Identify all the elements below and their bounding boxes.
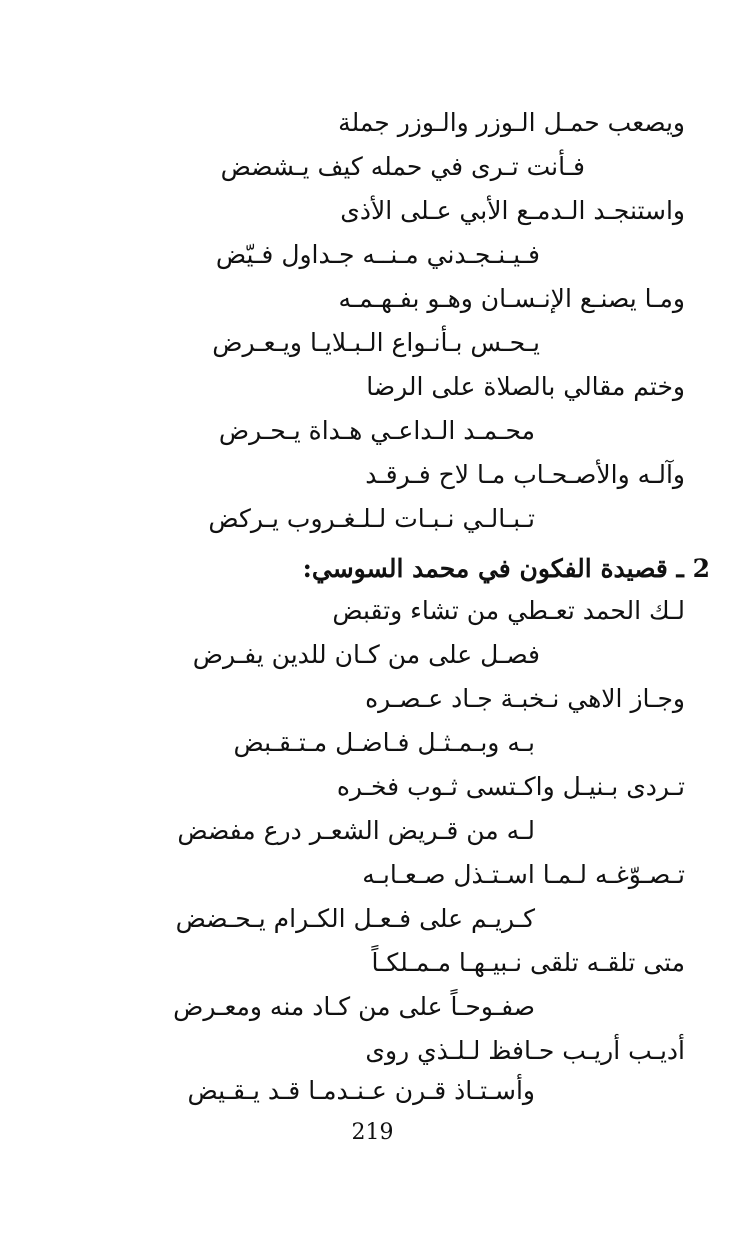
poem-line: صفـوحـاً على من كـاد منه ومعـرض — [173, 992, 535, 1021]
poem-line: أديـب أريـب حـافظ لـلـذي روى — [365, 1036, 685, 1065]
poem-line: وختم مقالي بالصلاة على الرضا — [366, 372, 685, 401]
poem-line: فصـل على من كـان للدين يفـرض — [192, 640, 540, 669]
poem-line: محـمـد الـداعـي هـداة يـحـرض — [218, 416, 535, 445]
poem-line: لـه من قـريض الشعـر درع مفضض — [177, 816, 535, 845]
poem-line: تـبـالـي نـبـات لـلـغـروب يـركض — [208, 504, 535, 533]
poem-line: وآلـه والأصـحـاب مـا لاح فـرقـد — [365, 460, 685, 489]
poem-line: وجـاز الاهي نـخبـة جـاد عـصـره — [365, 684, 685, 713]
poem-line: ومـا يصنـع الإنـسـان وهـو بفـهـمـه — [338, 284, 685, 313]
poem-line: واستنجـد الـدمـع الأبي عـلى الأذى — [340, 196, 685, 225]
poem-line: كـريـم على فـعـل الكـرام يـحـضض — [175, 904, 535, 933]
section-title: ـ قصيدة الفكون في محمد السوسي: — [302, 554, 684, 583]
poem-line: متى تلقـه تلقى نـبيـهـا مـمـلكـاً — [371, 948, 685, 977]
poem-line: فـيـنـجـدني مـنــه جـداول فـيّض — [215, 240, 540, 269]
poem-line: تـصـوّغـه لـمـا اسـتـذل صـعـابـه — [362, 860, 685, 889]
poem-line: فـأنت تـرى في حمله كيف يـشضض — [220, 152, 585, 181]
poem-line: يـحـس بـأنـواع الـبـلايـا ويـعـرض — [212, 328, 540, 357]
section-heading — [303, 552, 710, 586]
poem-line: لـك الحمد تعـطي من تشاء وتقبض — [332, 596, 685, 625]
poem-line: ويصعب حمـل الـوزر والـوزر جملة — [338, 108, 685, 137]
page-number: 219 — [351, 1120, 394, 1145]
poem-line: بـه وبـمـثـل فـاضـل مـتـقـبض — [233, 728, 535, 757]
section-number: 2 — [692, 554, 710, 583]
poem-line: تـردى بـنيـل واكـتسى ثـوب فخـره — [336, 772, 685, 801]
poem-line: وأسـتـاذ قـرن عـنـدمـا قـد يـقـيض — [187, 1076, 535, 1105]
